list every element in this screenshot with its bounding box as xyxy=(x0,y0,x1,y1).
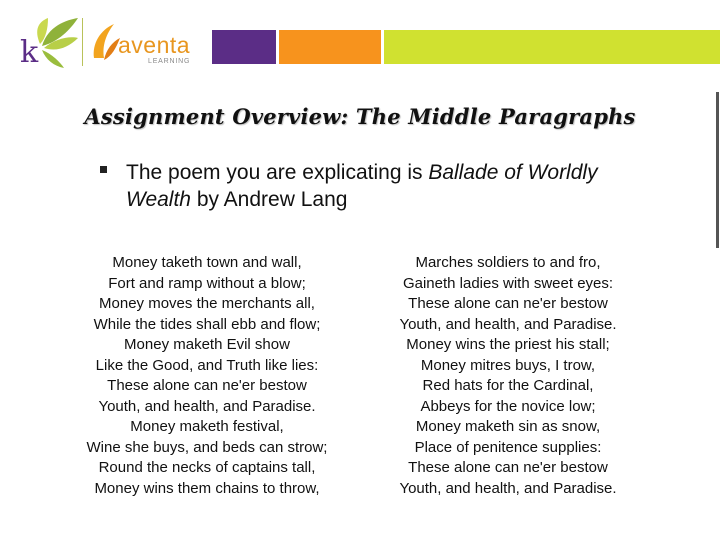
poem-line: Place of penitence supplies: xyxy=(414,438,602,456)
poem-column-right xyxy=(343,253,673,499)
poem-line: Money taketh town and wall, xyxy=(112,254,302,271)
poem-line: Fort and ramp without a blow; xyxy=(108,274,306,292)
poem-line: Like the Good, and Truth like lies: xyxy=(95,356,319,374)
aventa-wordmark: aventa xyxy=(118,32,191,58)
poem-line: Marches soldiers to and fro, xyxy=(415,254,601,271)
slide-header xyxy=(0,0,720,86)
header-bar-orange xyxy=(279,30,381,64)
k-letter: k xyxy=(20,35,39,68)
poem-line: Abbeys for the novice low; xyxy=(420,397,596,415)
k-leaf-logo-icon xyxy=(18,16,80,68)
bullet-text xyxy=(126,159,640,213)
poem-line: Money maketh sin as snow, xyxy=(415,418,601,435)
aventa-swirl-icon xyxy=(90,22,120,62)
poem-line: While the tides shall ebb and flow; xyxy=(93,315,321,333)
poem-title: Ballade of Worldly Wealth xyxy=(126,161,598,211)
aventa-logo xyxy=(90,22,200,70)
poem-line: Youth, and health, and Paradise. xyxy=(399,479,617,497)
poem-line: Youth, and health, and Paradise. xyxy=(399,315,617,333)
logo-divider xyxy=(82,18,83,66)
poem-line: Money wins the priest his stall; xyxy=(406,336,610,353)
poem-line: Money moves the merchants all, xyxy=(99,295,315,312)
poem-line: Money maketh Evil show xyxy=(124,336,290,353)
bullet-point xyxy=(100,159,640,213)
poem-line: Wine she buys, and beds can strow; xyxy=(86,438,328,456)
square-bullet-icon xyxy=(100,166,107,173)
poem-column-left xyxy=(42,253,372,499)
poem-line: Red hats for the Cardinal, xyxy=(422,377,594,394)
poem-line: Gaineth ladies with sweet eyes: xyxy=(402,274,614,292)
header-bar-purple xyxy=(212,30,276,64)
aventa-learning-label: LEARNING xyxy=(148,58,191,65)
bullet-prefix: The poem you are explicating is xyxy=(126,161,429,184)
poem-line: Money mitres buys, I trow, xyxy=(420,356,596,374)
poem-line: These alone can ne'er bestow xyxy=(408,295,608,312)
poem-line: Round the necks of captains tall, xyxy=(98,459,316,476)
header-bar-lime xyxy=(384,30,720,64)
poem-line: Money maketh festival, xyxy=(130,418,284,435)
slide-title: Assignment Overview: The Middle Paragraphs xyxy=(84,104,636,129)
bullet-suffix: by Andrew Lang xyxy=(190,188,348,211)
poem-line: Money wins them chains to throw, xyxy=(94,479,320,497)
poem-line: These alone can ne'er bestow xyxy=(408,459,608,476)
poem-line: These alone can ne'er bestow xyxy=(107,377,307,394)
poem-line: Youth, and health, and Paradise. xyxy=(98,397,316,415)
